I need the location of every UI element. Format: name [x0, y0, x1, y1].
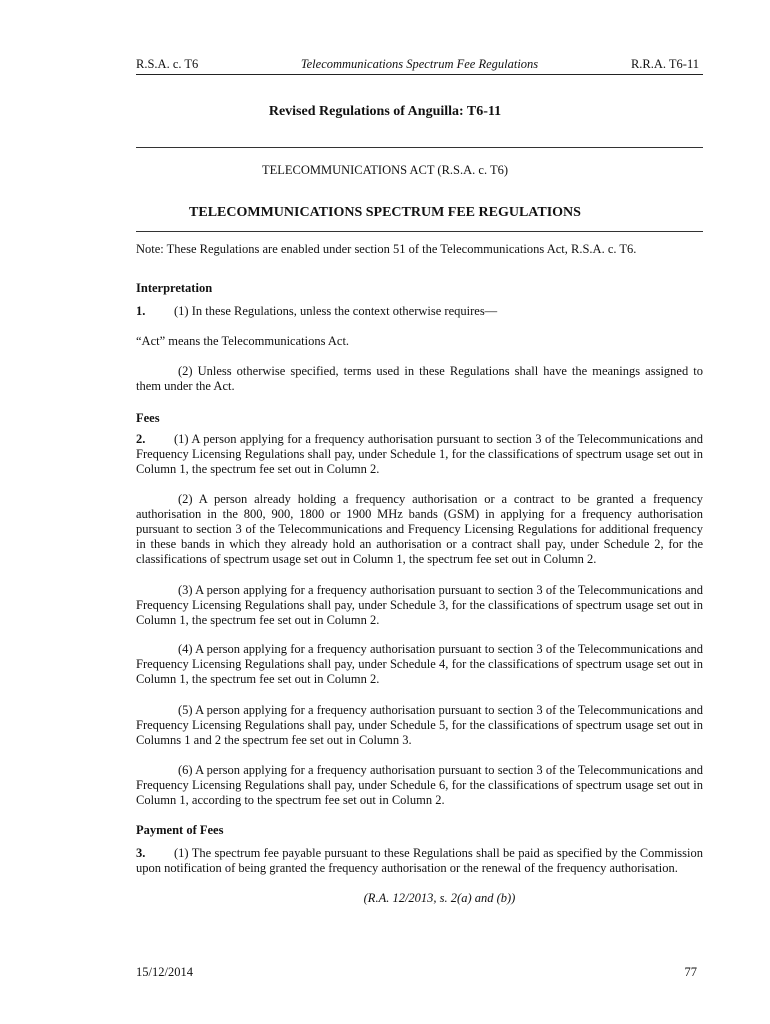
- footer-date: 15/12/2014: [136, 965, 193, 979]
- section-number: 2.: [136, 432, 146, 446]
- section-2-paragraph-4: (4) A person applying for a frequency authorisation pursuant to section 3 of the Telecommunications and Frequency Licensing Regulations shall pay, under Schedule 4, for the classifications of spectrum usage set out in Column 1, the spectrum fee set out in Column 2.: [136, 642, 703, 686]
- revised-regulations-title: Revised Regulations of Anguilla: T6-11: [268, 104, 502, 119]
- header-title: Telecommunications Spectrum Fee Regulations: [300, 57, 539, 71]
- section-heading-payment-of-fees: Payment of Fees: [136, 823, 224, 837]
- paragraph-text: (1) The spectrum fee payable pursuant to these Regulations shall be paid as specified by the Commission upon notification of being granted the frequency authorisation or the renewal of the frequency authorisation.: [136, 846, 703, 875]
- page-number: 77: [684, 965, 697, 979]
- regulations-title: TELECOMMUNICATIONS SPECTRUM FEE REGULATIONS: [189, 205, 581, 220]
- divider: [136, 147, 703, 148]
- section-2-paragraph-5: (5) A person applying for a frequency authorisation pursuant to section 3 of the Telecommunications and Frequency Licensing Regulations shall pay, under Schedule 5, for the classifications of spectrum usage set out in Columns 1 and 2 the spectrum fee set out in Column 3.: [136, 703, 703, 747]
- header-regulation-number: R.R.A. T6-11: [630, 57, 699, 71]
- section-2-paragraph-3: (3) A person applying for a frequency authorisation pursuant to section 3 of the Telecommunications and Frequency Licensing Regulations shall pay, under Schedule 3, for the classifications of spectrum usage set out in Column 1, the spectrum fee set out in Column 2.: [136, 583, 703, 627]
- definition-act: “Act” means the Telecommunications Act.: [136, 334, 350, 348]
- note: Note: These Regulations are enabled under section 51 of the Telecommunications Act, R.S.A. c. T6.: [136, 242, 637, 256]
- header-chapter: R.S.A. c. T6: [136, 57, 199, 71]
- section-3-paragraph-1: [136, 846, 703, 876]
- section-2-paragraph-6: (6) A person applying for a frequency authorisation pursuant to section 3 of the Telecommunications and Frequency Licensing Regulations shall pay, under Schedule 6, for the classifications of spectrum usage set out in Column 1, according to the spectrum fee set out in Column 2.: [136, 763, 703, 807]
- section-number: 1.: [136, 304, 146, 318]
- section-number: 3.: [136, 846, 146, 860]
- section-1-paragraph-2: (2) Unless otherwise specified, terms used in these Regulations shall have the meanings assigned to them under the Act.: [136, 364, 703, 393]
- section-1-paragraph-1: [136, 304, 703, 319]
- divider: [136, 231, 703, 232]
- section-heading-fees: Fees: [136, 411, 160, 425]
- running-header: [136, 56, 703, 75]
- section-2-paragraph-2: (2) A person already holding a frequency authorisation or a contract to be granted a frequency authorisation in the 800, 900, 1800 or 1900 MHz bands (GSM) in applying for a frequency authorisation pursuant to section 3 of the Telecommunications and Frequency Licensing Regulations for additional frequency in these bands in which they already hold an authorisation or a contract shall pay, under Schedule 2, for the classifications of spectrum usage set out in Column 1, the spectrum fee set out in Column 2.: [136, 492, 703, 566]
- amendment-citation: (R.A. 12/2013, s. 2(a) and (b)): [363, 891, 516, 905]
- section-heading-interpretation: Interpretation: [136, 281, 213, 295]
- section-2-paragraph-1: [136, 432, 703, 477]
- act-line: TELECOMMUNICATIONS ACT (R.S.A. c. T6): [261, 163, 509, 177]
- paragraph-text: (1) A person applying for a frequency authorisation pursuant to section 3 of the Telecommunications and Frequency Licensing Regulations shall pay, under Schedule 1, for the classifications of spectrum usage set out in Column 1, the spectrum fee set out in Column 2.: [136, 432, 703, 476]
- paragraph-text: (1) In these Regulations, unless the context otherwise requires—: [174, 304, 498, 318]
